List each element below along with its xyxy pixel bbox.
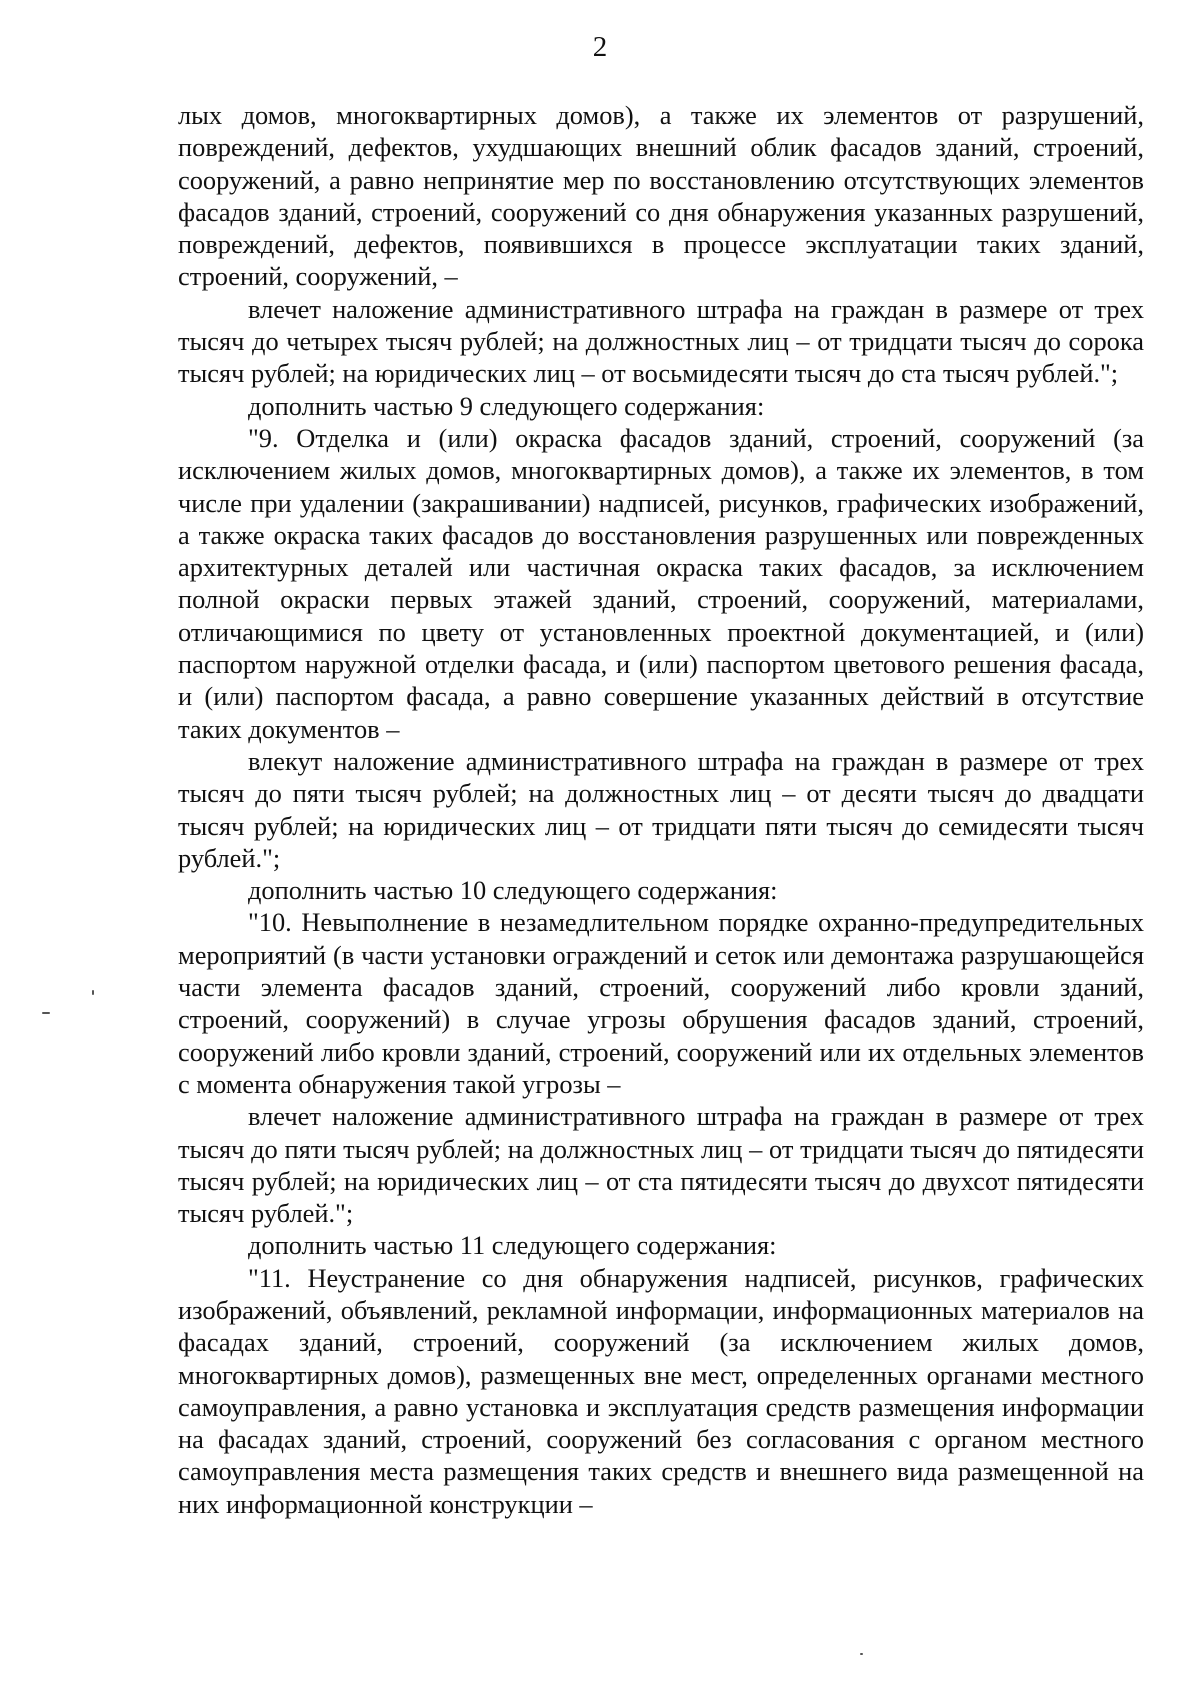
paragraph-part-11: "11. Неустранение со дня обнаружения надписей, рисунков, графических изображений, объявлений, рекламной информации, информационных материалов на фасадах зданий, строений, сооружений (за исключением жилых домов, многоквартирных домов), размещенных вне мест, определенных органами местного самоуправления, а равно установка и эксплуатация средств размещения информации на фасадах зданий, строений, сооружений без согласования с органом местного самоуправления места размещения таких средств и внешнего вида размещенной на них информационной конструкции – [178, 1262, 1144, 1519]
document-body [178, 99, 1144, 1520]
paragraph-add-part-11: дополнить частью 11 следующего содержания: [248, 1230, 777, 1261]
page-number: 2 [592, 31, 608, 63]
scan-speck [860, 1653, 863, 1655]
scan-speck [92, 990, 94, 995]
paragraph-continuation: лых домов, многоквартирных домов), а также их элементов от разрушений, повреждений, дефектов, ухудшающих внешний облик фасадов зданий, строений, сооружений, а равно непринятие мер по восстановлению отсутствующих элементов фасадов зданий, строений, сооружений со дня обнаружения указанных разрушений, повреждений, дефектов, появившихся в процессе эксплуатации таких зданий, строений, сооружений, – [178, 100, 1144, 292]
paragraph-part-10: "10. Невыполнение в незамедлительном порядке охранно-предупредительных мероприятий (в части установки ограждений и сеток или демонтажа разрушающейся части элемента фасадов зданий, строений, сооружений либо кровли зданий, строений, сооружений) в случае угрозы обрушения фасадов зданий, строений, сооружений либо кровли зданий, строений, сооружений или их отдельных элементов с момента обнаружения такой угрозы – [178, 907, 1144, 1099]
paragraph-part-9: "9. Отделка и (или) окраска фасадов зданий, строений, сооружений (за исключением жилых домов, многоквартирных домов), а также их элементов, в том числе при удалении (закрашивании) надписей, рисунков, графических изображений, а также окраска таких фасадов до восстановления разрушенных или поврежденных архитектурных деталей или частичная окраска таких фасадов, за исключением полной окраски первых этажей зданий, строений, сооружений, материалами, отличающимися по цвету от установленных проектной документацией, и (или) паспортом наружной отделки фасада, и (или) паспортом цветового решения фасада, и (или) паспортом фасада, а равно совершение указанных действий в отсутствие таких документов – [178, 422, 1144, 744]
paragraph-penalty-part-10: влечет наложение административного штрафа на граждан в размере от трех тысяч до пяти тысяч рублей; на должностных лиц – от тридцати тысяч до пятидесяти тысяч рублей; на юридических лиц – от ста пятидесяти тысяч до двухсот пятидесяти тысяч рублей."; [178, 1101, 1144, 1229]
paragraph-add-part-10: дополнить частью 10 следующего содержания: [248, 875, 778, 906]
paragraph-penalty-part-8: влечет наложение административного штрафа на граждан в размере от трех тысяч до четырех тысяч рублей; на должностных лиц – от тридцати тысяч до сорока тысяч рублей; на юридических лиц – от восьмидесяти тысяч до ста тысяч рублей."; [178, 293, 1144, 389]
scan-speck [42, 1012, 50, 1014]
paragraph-penalty-part-9: влекут наложение административного штрафа на граждан в размере от трех тысяч до пяти тысяч рублей; на должностных лиц – от десяти тысяч до двадцати тысяч рублей; на юридических лиц – от тридцати пяти тысяч до семидесяти тысяч рублей."; [178, 745, 1144, 873]
paragraph-add-part-9: дополнить частью 9 следующего содержания: [248, 390, 765, 421]
